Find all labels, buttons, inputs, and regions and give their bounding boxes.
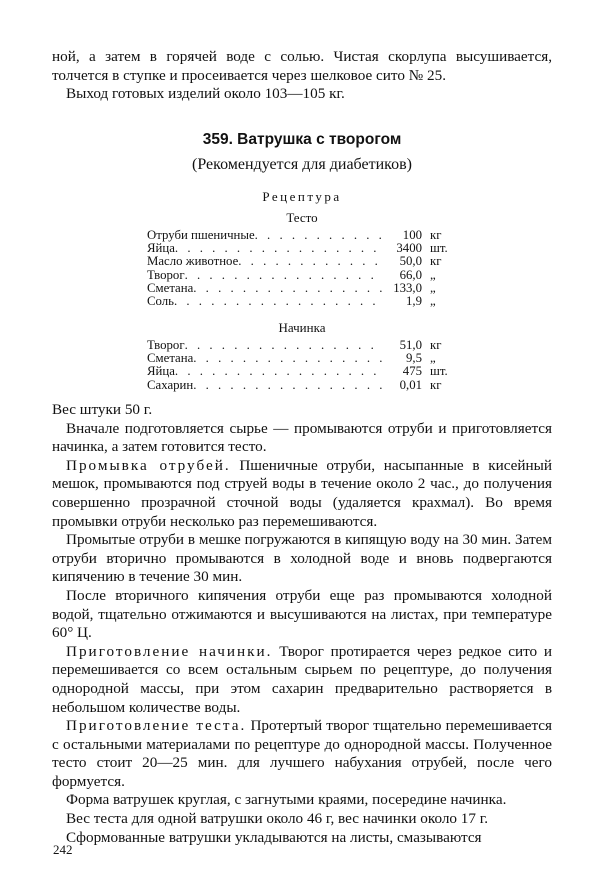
shape-paragraph: Форма ватрушек круглая, с загнутыми краями, посередине начинка. — [66, 791, 507, 809]
recipe-title: 359. Ватрушка с творогом — [202, 131, 402, 148]
ingredient-row: Соль . . . 1,9 „ — [147, 295, 452, 308]
recipe-label: Рецептура — [262, 189, 342, 204]
portion-paragraph: Вес теста для одной ватрушки около 46 г, вес начинки около 17 г. — [66, 810, 489, 828]
dough-ingredients — [147, 229, 452, 308]
piece-weight: Вес штуки 50 г. — [52, 401, 153, 418]
dough-prep-paragraph: Приготовление теста. Протертый творог тщательно перемешивается с остальными материалами по рецептуре до однородной массы. Полученное тесто стоит 20—25 мин. для лучшего набухания отрубей, после чего формуется. — [52, 717, 553, 790]
section-heading: Промывка отрубей. — [66, 456, 231, 474]
intro-block — [52, 48, 552, 104]
ingredient-row: Яйца . . . 3400 шт. — [147, 242, 452, 255]
ingredient-row: Отруби пшеничные . . . 100 кг — [147, 229, 452, 242]
ingredient-row: Масло животное . . . 50,0 кг — [147, 255, 452, 268]
prep-paragraph: Вначале подготовляется сырье — промываются отруби и приготовляется начинка, а затем готовится тесто. — [52, 419, 552, 456]
page-number: 242 — [53, 842, 73, 857]
yield-paragraph: Выход готовых изделий около 103—105 кг. — [66, 85, 345, 103]
bran-wash-paragraph: Промывка отрубей. Пшеничные отруби, насыпанные в кисейный мешок, промываются под струей воды в течение около 2 час., до получения совершенно прозрачной сточной воды (удаляется крахмал). Во время промывки отруби несколько раз перемешиваются. — [52, 456, 552, 530]
ingredient-row: Сметана . . . 133,0 „ — [147, 282, 452, 295]
boil-paragraph: Промытые отруби в мешке погружаются в кипящую воду на 30 мин. Затем отруби вторично промываются в холодной воде и вновь подвергаются кипячению в течение 30 мин. — [52, 531, 552, 586]
ingredient-row: Творог . . . 66,0 „ — [147, 269, 452, 282]
ingredient-row: Творог . . . 51,0 кг — [147, 339, 452, 352]
section-heading: Приготовление начинки. — [66, 642, 273, 660]
filling-prep-paragraph: Приготовление начинки. Творог протирается через редкое сито и перемешивается со всем остальным сырьем по рецептуре, до получения однородной массы, при этом сахарин предварительно растворяется в небольшом количестве воды. — [52, 642, 552, 716]
tray-paragraph: Сформованные ватрушки укладываются на листы, смазываются — [66, 828, 482, 846]
recipe-subtitle: (Рекомендуется для диабетиков) — [192, 156, 412, 173]
filling-ingredients — [147, 339, 452, 392]
dough-label: Тесто — [286, 210, 318, 225]
ingredient-row: Яйца . . . 475 шт. — [147, 365, 452, 378]
method-text — [52, 401, 552, 847]
ingredient-row: Сахарин . . . 0,01 кг — [147, 379, 452, 392]
filling-label: Начинка — [278, 320, 326, 335]
section-heading: Приготовление теста. — [66, 717, 247, 735]
dry-paragraph: После вторичного кипячения отруби еще раз промываются холодной водой, тщательно отжимаются и высушиваются на листах, при температуре 60° Ц. — [52, 586, 552, 642]
intro-paragraph: ной, а затем в горячей воде с солью. Чистая скорлупа высушивается, толчется в ступке и просеивается через шелковое сито № 25. — [52, 48, 552, 84]
ingredient-row: Сметана . . . 9,5 „ — [147, 352, 452, 365]
